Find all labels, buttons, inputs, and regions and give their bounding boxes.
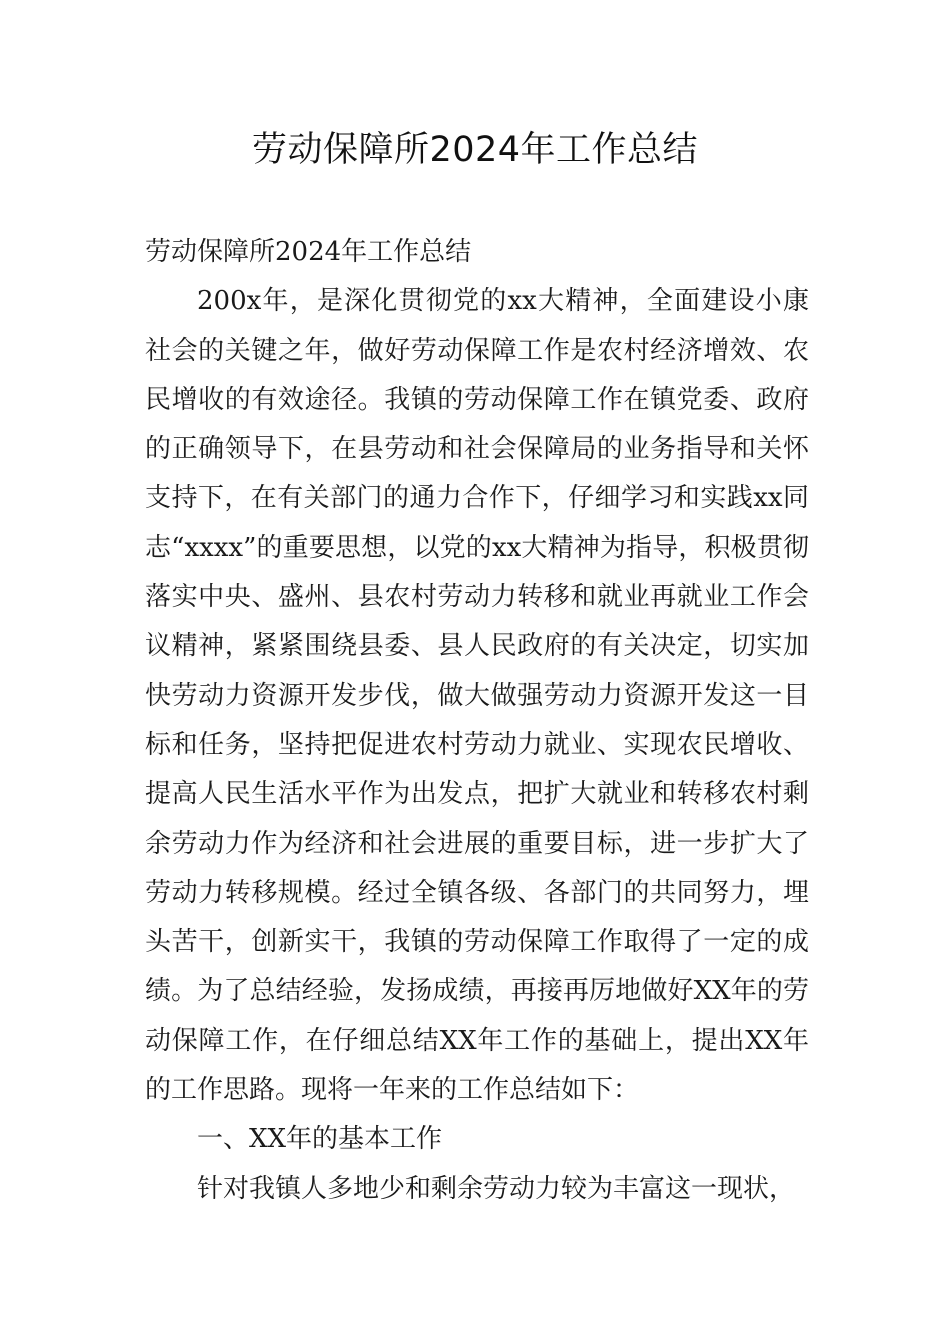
document-body xyxy=(145,228,809,1214)
document-title: 劳动保障所2024年工作总结 xyxy=(251,130,699,170)
body-paragraph-intro: 200x年，是深化贯彻党的xx大精神，全面建设小康社会的关键之年，做好劳动保障工作是农村经济增效、农民增收的有效途径。我镇的劳动保障工作在镇党委、政府的正确领导下，在县劳动和社会保障局的业务指导和关怀支持下，在有关部门的通力合作下，仔细学习和实践xx同志“xxxx”的重要思想，以党的xx大精神为指导，积极贯彻落实中央、盛州、县农村劳动力转移和就业再就业工作会议精神，紧紧围绕县委、县人民政府的有关决定，切实加快劳动力资源开发步伐，做大做强劳动力资源开发这一目标和任务，坚持把促进农村劳动力就业、实现农民增收、提高人民生活水平作为出发点，把扩大就业和转移农村剩余劳动力作为经济和社会进展的重要目标，进一步扩大了劳动力转移规模。经过全镇各级、各部门的共同努力，埋头苦干，创新实干，我镇的劳动保障工作取得了一定的成绩。为了总结经验，发扬成绩，再接再厉地做好XX年的劳动保障工作，在仔细总结XX年工作的基础上，提出XX年的工作思路。现将一年来的工作总结如下： xyxy=(145,286,809,1106)
section-heading: 一、XX年的基本工作 xyxy=(197,1124,443,1155)
body-paragraph-section-start: 针对我镇人多地少和剩余劳动力较为丰富这一现状， xyxy=(197,1173,796,1204)
document-subtitle: 劳动保障所2024年工作总结 xyxy=(145,237,472,267)
